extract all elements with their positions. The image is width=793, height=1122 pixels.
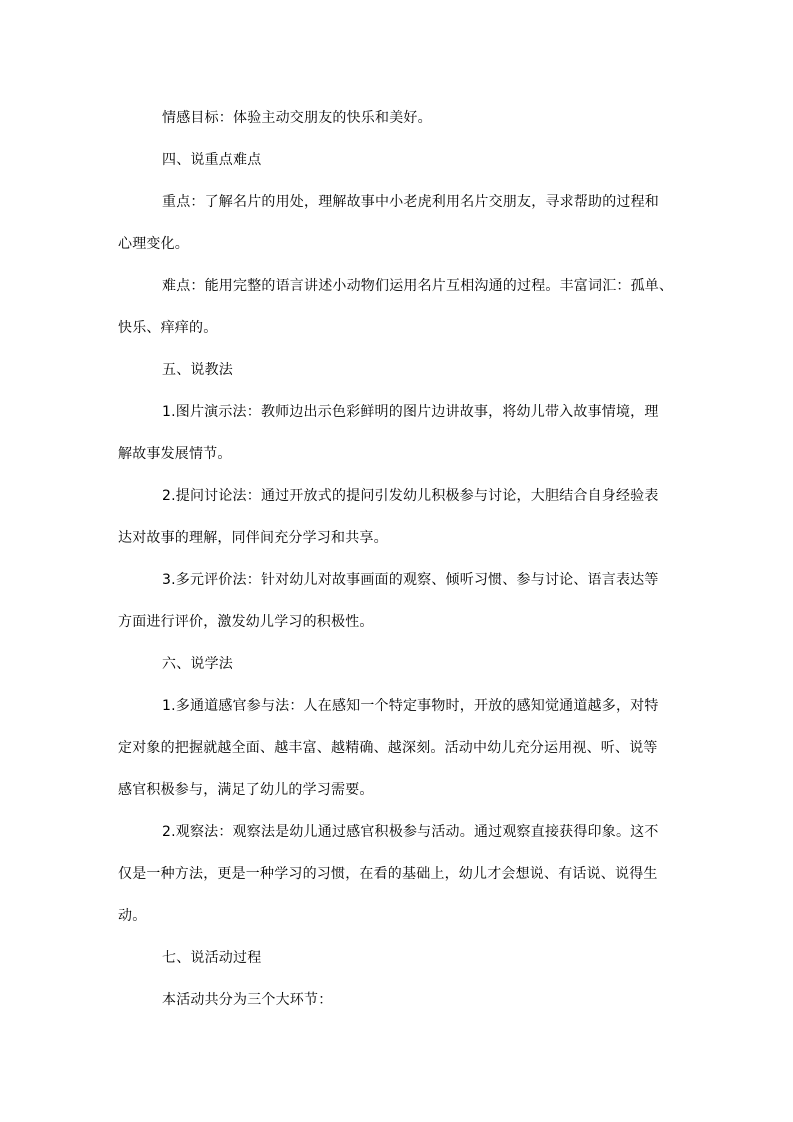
paragraph-emotional-goal: 情感目标：体验主动交朋友的快乐和美好。 — [162, 110, 432, 126]
paragraph-learning2-line1: 2.观察法：观察法是幼儿通过感官积极参与活动。通过观察直接获得印象。这不 — [162, 824, 659, 840]
paragraph-difficult-point-line1: 难点：能用完整的语言讲述小动物们运用名片互相沟通的过程。丰富词汇：孤单、 — [162, 278, 674, 294]
paragraph-method1-line2: 解故事发展情节。 — [118, 446, 232, 462]
paragraph-key-point-line2: 心理变化。 — [118, 236, 189, 252]
section-heading-key-difficult-points: 四、说重点难点 — [162, 152, 262, 168]
section-heading-teaching-methods: 五、说教法 — [162, 362, 233, 378]
paragraph-activity-intro: 本活动共分为三个大环节： — [162, 992, 333, 1008]
section-heading-activity-process: 七、说活动过程 — [162, 950, 262, 966]
paragraph-method1-line1: 1.图片演示法：教师边出示色彩鲜明的图片边讲故事，将幼儿带入故事情境，理 — [162, 404, 659, 420]
paragraph-learning2-line2: 仅是一种方法，更是一种学习的习惯，在看的基础上，幼儿才会想说、有话说、说得生 — [118, 866, 658, 882]
paragraph-method3-line1: 3.多元评价法：针对幼儿对故事画面的观察、倾听习惯、参与讨论、语言表达等 — [162, 572, 659, 588]
paragraph-difficult-point-line2: 快乐、痒痒的。 — [118, 320, 218, 336]
paragraph-method2-line1: 2.提问讨论法：通过开放式的提问引发幼儿积极参与讨论，大胆结合自身经验表 — [162, 488, 659, 504]
paragraph-learning2-line3: 动。 — [118, 908, 147, 924]
paragraph-key-point-line1: 重点：了解名片的用处，理解故事中小老虎利用名片交朋友，寻求帮助的过程和 — [162, 194, 659, 210]
paragraph-learning1-line1: 1.多通道感官参与法：人在感知一个特定事物时，开放的感知觉通道越多，对特 — [162, 698, 659, 714]
paragraph-learning1-line3: 感官积极参与，满足了幼儿的学习需要。 — [118, 782, 374, 798]
paragraph-method3-line2: 方面进行评价，激发幼儿学习的积极性。 — [118, 614, 374, 630]
section-heading-learning-methods: 六、说学法 — [162, 656, 233, 672]
paragraph-learning1-line2: 定对象的把握就越全面、越丰富、越精确、越深刻。活动中幼儿充分运用视、听、说等 — [118, 740, 658, 756]
paragraph-method2-line2: 达对故事的理解，同伴间充分学习和共享。 — [118, 530, 388, 546]
